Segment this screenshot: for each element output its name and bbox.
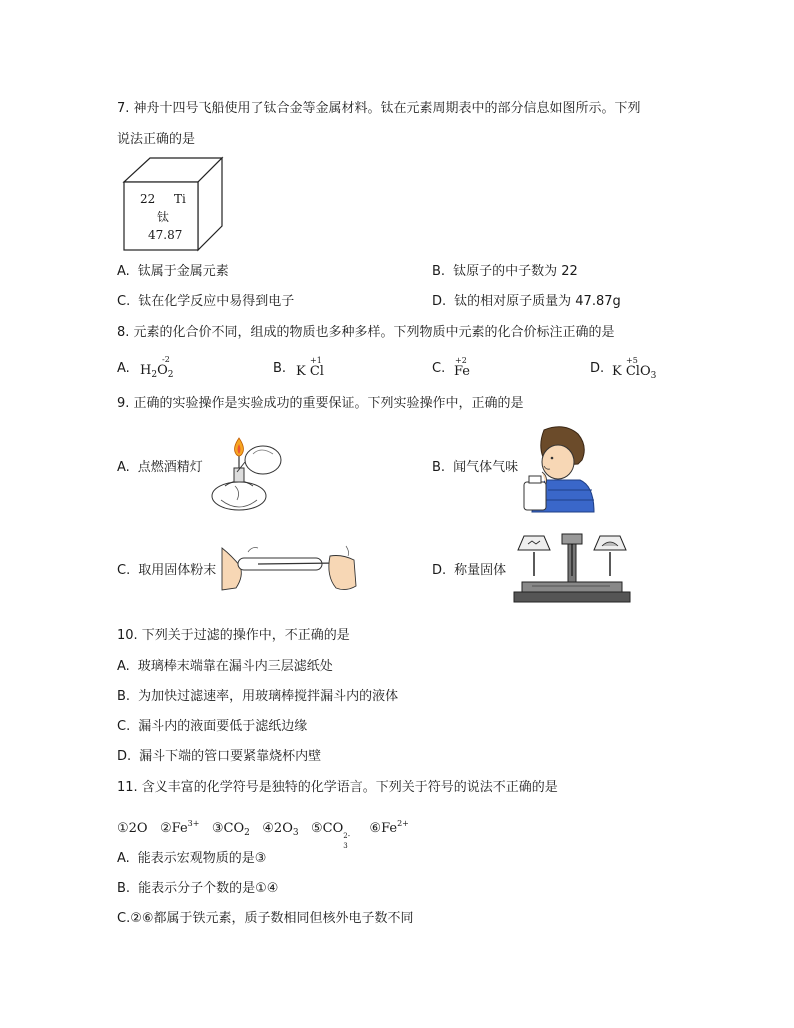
q8-formula-a: $H_2O_2$ -2 <box>140 355 174 380</box>
option-text: 钛属于金属元素 <box>137 264 229 279</box>
option-key: D. <box>432 294 447 309</box>
q7-stem-line1: 7. 神舟十四号飞船使用了钛合金等金属材料。钛在元素周期表中的部分信息如图所示。下列 <box>117 101 641 116</box>
alcohol-lamp-illustration <box>205 424 291 516</box>
option-text: 钛在化学反应中易得到电子 <box>138 294 295 309</box>
q8-stem: 8. 元素的化合价不同，组成的物质也多种多样。下列物质中元素的化合价标注正确的是 <box>117 325 615 340</box>
powder-test-tube-illustration <box>218 538 358 594</box>
option-key: C. <box>117 563 131 578</box>
q10-option-d[interactable] <box>117 748 321 766</box>
q10-option-a[interactable] <box>117 658 333 676</box>
q8-formula-c: Fe +2 <box>454 356 471 379</box>
option-key: C. <box>432 361 446 376</box>
q11-stem: 11. 含义丰富的化学符号是独特的化学语言。下列关于符号的说法不正确的是 <box>117 780 558 795</box>
option-text: 点燃酒精灯 <box>137 460 203 475</box>
q10-option-c[interactable] <box>117 718 307 736</box>
option-key: C. <box>117 294 131 309</box>
option-key: B. <box>117 881 131 896</box>
q9-option-c[interactable] <box>117 562 216 580</box>
option-text: 称量固体 <box>454 563 507 578</box>
option-key: A. <box>117 264 130 279</box>
symbol-6: $⑥Fe^{2+}$ <box>369 819 409 836</box>
option-text: 玻璃棒末端靠在漏斗内三层滤纸处 <box>137 659 333 674</box>
option-key: D. <box>117 749 132 764</box>
option-key: B. <box>273 361 287 376</box>
element-cell-titanium <box>122 156 224 252</box>
option-text: 漏斗下端的管口要紧靠烧杯内壁 <box>139 749 322 764</box>
option-key: D. <box>432 563 447 578</box>
element-symbol: Ti <box>174 192 186 206</box>
element-name: 钛 <box>157 210 170 224</box>
option-text: 漏斗内的液面要低于滤纸边缘 <box>138 719 308 734</box>
q7-option-d[interactable] <box>432 293 621 311</box>
option-text: 能表示宏观物质的是③ <box>137 851 267 866</box>
element-atomic-mass: 47.87 <box>148 228 183 242</box>
option-key: B. <box>432 264 446 279</box>
q8-formula-b: K Cl +1 <box>296 356 324 379</box>
valence-mark: +1 <box>310 356 322 365</box>
q11-option-c[interactable] <box>117 910 414 928</box>
q8-option-a[interactable] <box>117 360 138 378</box>
option-text: 为加快过滤速率，用玻璃棒搅拌漏斗内的液体 <box>138 689 399 704</box>
q8-option-d[interactable] <box>590 360 612 378</box>
q8-formula-d: K ClO$_3$ +5 <box>612 356 657 381</box>
q7-option-c[interactable] <box>117 293 294 311</box>
option-key: A. <box>117 659 130 674</box>
q9-option-d[interactable] <box>432 562 506 580</box>
option-key: B. <box>117 689 131 704</box>
valence-mark: +2 <box>455 356 467 365</box>
option-text: ②⑥都属于铁元素，质子数相同但核外电子数不同 <box>130 911 414 926</box>
symbol-5: ⑤CO 2- 3 <box>311 821 351 850</box>
q11-option-b[interactable] <box>117 880 278 898</box>
q9-stem: 9. 正确的实验操作是实验成功的重要保证。下列实验操作中，正确的是 <box>117 396 524 411</box>
option-key: C. <box>117 911 131 926</box>
balance-scale-illustration <box>510 526 634 606</box>
option-text: 钛原子的中子数为 22 <box>453 264 578 279</box>
smelling-gas-illustration <box>518 424 598 514</box>
option-key: B. <box>432 460 446 475</box>
q10-option-b[interactable] <box>117 688 398 706</box>
symbol-4: $④2O_3$ <box>262 821 299 838</box>
option-text: 闻气体气味 <box>453 460 519 475</box>
option-key: C. <box>117 719 131 734</box>
symbol-1: ①2O <box>117 821 148 836</box>
option-key: A. <box>117 851 130 866</box>
q11-option-a[interactable] <box>117 850 266 868</box>
option-text: 取用固体粉末 <box>138 563 217 578</box>
valence-mark: +5 <box>626 356 638 365</box>
option-key: A. <box>117 361 130 376</box>
q10-stem: 10. 下列关于过滤的操作中，不正确的是 <box>117 628 350 643</box>
element-atomic-number: 22 <box>140 192 156 206</box>
q8-option-c[interactable] <box>432 360 453 378</box>
option-text: 能表示分子个数的是①④ <box>138 881 279 896</box>
symbol-3: $③CO_2$ <box>211 821 250 838</box>
option-text: 钛的相对原子质量为 47.87g <box>454 294 621 309</box>
q9-option-a[interactable] <box>117 459 203 477</box>
q7-option-a[interactable] <box>117 263 229 281</box>
q11-symbol-list <box>117 815 409 850</box>
q7-stem-line2: 说法正确的是 <box>117 132 196 147</box>
symbol-2: $②Fe^{3+}$ <box>160 819 200 836</box>
option-key: D. <box>590 361 605 376</box>
option-key: A. <box>117 460 130 475</box>
q9-option-b[interactable] <box>432 459 518 477</box>
valence-mark: -2 <box>162 355 170 364</box>
q7-option-b[interactable] <box>432 263 578 281</box>
q8-option-b[interactable] <box>273 360 294 378</box>
